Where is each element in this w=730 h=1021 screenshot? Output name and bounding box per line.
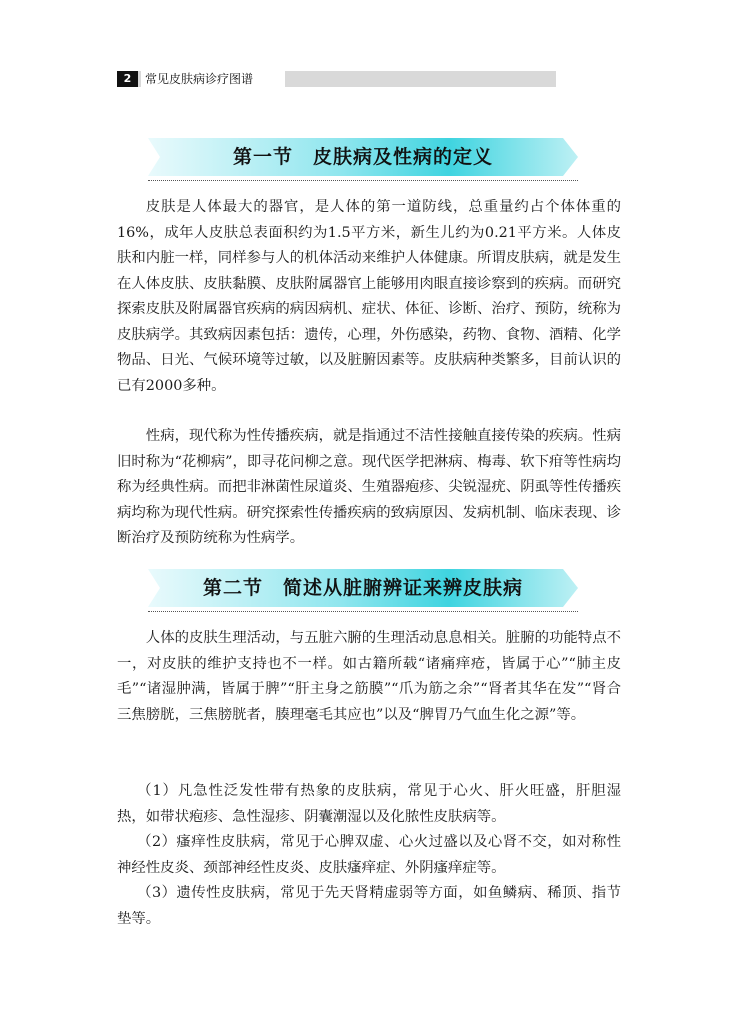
section-2-item-1: （1）凡急性泛发性带有热象的皮肤病，常见于心火、肝火旺盛，肝胆湿热，如带状疱疹、急性湿疹、阴囊潮湿以及化脓性皮肤病等。 [117, 783, 621, 825]
section-1-divider [148, 180, 578, 181]
section-2-banner [148, 569, 578, 607]
section-1-title: 第一节 皮肤病及性病的定义 [232, 146, 493, 168]
section-2-title: 第二节 简述从脏腑辨证来辨皮肤病 [202, 577, 523, 599]
section-2-item-3: （3）遗传性皮肤病，常见于先天肾精虚弱等方面，如鱼鳞病、稀顶、指节垫等。 [117, 885, 621, 927]
section-2-item-2: （2）瘙痒性皮肤病，常见于心脾双虚、心火过盛以及心肾不交，如对称性神经性皮炎、颈部神经性皮炎、皮肤瘙痒症、外阴瘙痒症等。 [117, 834, 621, 876]
running-header [117, 71, 556, 87]
section-1-paragraph-1: 皮肤是人体最大的器官，是人体的第一道防线，总重量约占个体体重的16%，成年人皮肤总表面积约为1.5平方米，新生儿约为0.21平方米。人体皮肤和内脏一样，同样参与人的机体活动来维护人体健康。所谓皮肤病，就是发生在人体皮肤、皮肤黏膜、皮肤附属器官上能够用肉眼直接诊察到的疾病。而研究探索皮肤及附属器官疾病的病因病机、症状、体征、诊断、治疗、预防，统称为皮肤病学。其致病因素包括：遗传，心理，外伤感染，药物、食物、酒精、化学物品、日光、气候环境等过敏，以及脏腑因素等。皮肤病种类繁多，目前认识的已有2000多种。 [117, 199, 621, 394]
section-2-paragraph-1: 人体的皮肤生理活动，与五脏六腑的生理活动息息相关。脏腑的功能特点不一，对皮肤的维护支持也不一样。如古籍所载“诸痛痒疮，皆属于心”“肺主皮毛”“诸湿肿满，皆属于脾”“肝主身之筋膜”“爪为筋之余”“肾者其华在发”“肾合三焦膀胱，三焦膀胱者，腠理毫毛其应也”以及“脾胃乃气血生化之源”等。 [117, 630, 621, 723]
section-1-paragraph-2: 性病，现代称为性传播疾病，就是指通过不洁性接触直接传染的疾病。性病旧时称为“花柳病”，即寻花问柳之意。现代医学把淋病、梅毒、软下疳等性病均称为经典性病。而把非淋菌性尿道炎、生殖器疱疹、尖锐湿疣、阴虱等性传播疾病均称为现代性病。研究探索性传播疾病的致病原因、发病机制、临床表现、诊断治疗及预防统称为性病学。 [117, 428, 621, 546]
section-2-divider [148, 611, 578, 612]
page-number: 2 [117, 71, 138, 87]
section-1-banner [148, 138, 578, 176]
book-title: 常见皮肤病诊疗图谱 [141, 71, 285, 87]
